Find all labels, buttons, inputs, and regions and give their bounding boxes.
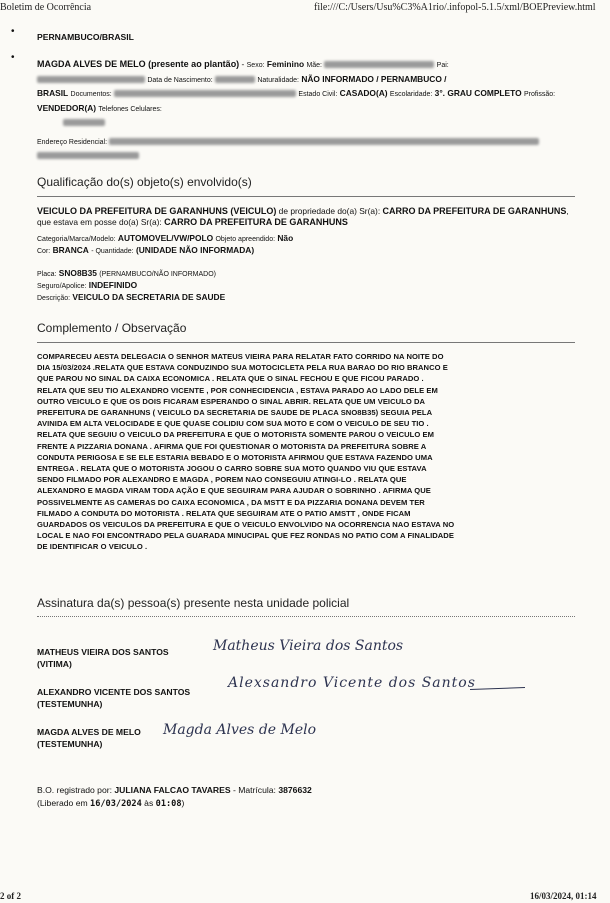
- section-divider: [37, 342, 575, 343]
- profession-label: Profissão:: [523, 91, 556, 98]
- documents-label: Documentos:: [70, 91, 112, 98]
- description-value: VEICULO DA SECRETARIA DE SAUDE: [72, 292, 226, 302]
- person-address: [37, 135, 577, 161]
- document-title: Boletim de Ocorrência: [0, 2, 92, 13]
- description-label: Descrição:: [37, 295, 71, 302]
- redacted-address: [109, 138, 539, 145]
- redacted-father: [37, 76, 145, 83]
- person-origin: PERNAMBUCO/BRASIL: [37, 32, 134, 42]
- education-value: 3°. GRAU COMPLETO: [434, 88, 522, 98]
- narrative: [37, 351, 577, 553]
- sex-label: Sexo:: [246, 62, 265, 69]
- page-number: 2 of 2: [0, 891, 21, 901]
- signature-handwriting: Matheus Vieira dos Santos: [213, 638, 404, 654]
- narrative-line: LOCAL E NAO FOI ENCONTRADO PELA GUARADA MINUCIPAL QUE FEZ RONDAS NO PATIO COM A FINALIDADE: [37, 531, 454, 541]
- possessor-value: CARRO DA PREFEITURA DE GARANHUNS: [164, 217, 348, 227]
- signer-name: MATHEUS VIEIRA DOS SANTOS: [37, 647, 169, 657]
- narrative-line: DE IDENTIFICAR O VEICULO .: [37, 542, 148, 552]
- released-date: 16/03/2024: [90, 799, 142, 809]
- redacted-mother: [324, 61, 434, 68]
- category-label: Categoria/Marca/Modelo:: [37, 236, 116, 243]
- released-prefix: (Liberado em: [37, 798, 88, 808]
- signer-name: ALEXANDRO VICENTE DOS SANTOS: [37, 687, 191, 697]
- released-at: [37, 797, 577, 811]
- redacted-birthdate: [215, 76, 255, 83]
- released-suffix: ): [181, 798, 185, 808]
- vehicle-title: VEICULO DA PREFEITURA DE GARANHUNS (VEICULO): [37, 206, 277, 216]
- signer-name: MAGDA ALVES DE MELO: [37, 727, 141, 737]
- narrative-line: PREFEITURA DE GARANHUNS ( VEICULO DA SECRETARIA DE SAUDE DE PLACA SNO8B35) SEGUIA PELA: [37, 408, 433, 418]
- father-label: Pai:: [436, 62, 449, 69]
- naturality-value: NÃO INFORMADO / PERNAMBUCO /: [301, 73, 447, 84]
- quantity-value: (UNIDADE NÃO INFORMADA): [135, 245, 255, 255]
- narrative-line: CONDUTA PERIGOSA E SE ELE ESTARIA BEBADO E O MOTORISTA AFIRMOU QUE ESTAVA FAZENDO UMA: [37, 452, 433, 462]
- vehicle-ownership: [37, 206, 577, 228]
- person-qualification: MAGDA ALVES DE MELO (presente ao plantão) - Sexo: Feminino Mãe: Pai: Data de Nascimento: Naturalidade: NÃO INFORMADO / PERNAMBUCO / BRASIL Documentos: Estado Civil: CASADO(A) Escolaridade: 3°. GRAU COMPLETO Profissão: VENDEDOR(A) Telefones Celulares:: [37, 58, 577, 129]
- civil-value: CASADO(A): [339, 88, 388, 98]
- profession-value: VENDEDOR(A): [37, 102, 97, 113]
- narrative-line: POSSIVELMENTE AS CAMERAS DO CAIXA ECONOMICA , DA MSTT E DA PIZZARIA DONANA DEVEM TER: [37, 497, 425, 507]
- signer-role: (TESTEMUNHA): [37, 739, 103, 749]
- narrative-line: COMPARECEU AESTA DELEGACIA O SENHOR MATEUS VIEIRA PARA RELATAR FATO CORRIDO NA NOITE DO: [37, 352, 444, 361]
- seized-value: Não: [277, 233, 294, 243]
- naturality-label: Naturalidade:: [257, 76, 299, 84]
- section-divider: [37, 616, 575, 617]
- signer-role: (VITIMA): [37, 659, 72, 669]
- registry-info: [37, 784, 577, 811]
- narrative-line: AVINIDA EM ALTA VELOCIDADE E QUE QUASE COLIDIU COM SUA MOTO E COM O VEICULO DE SEU TIO .: [37, 419, 429, 429]
- print-datetime: 16/03/2024, 01:14: [530, 891, 597, 901]
- released-time: 01:08: [155, 799, 182, 809]
- plate-label: Placa:: [37, 271, 57, 278]
- redacted-address-line2: [37, 152, 139, 159]
- plate-value: SNO8B35: [58, 268, 97, 278]
- registered-by: [37, 784, 577, 797]
- officer-name: JULIANA FALCAO TAVARES: [114, 785, 231, 795]
- matricula-label: - Matrícula:: [232, 785, 276, 795]
- narrative-line: QUE PAROU NO SINAL DA CAIXA ECONOMICA . RELATA QUE O SINAL FECHOU E QUE FICOU PARADO .: [37, 374, 424, 384]
- nationality-value: BRASIL: [37, 88, 69, 98]
- signature-handwriting: Magda Alves de Melo: [163, 722, 317, 738]
- mother-label: Mãe:: [306, 62, 322, 69]
- signatures-section-title: Assinatura da(s) pessoa(s) presente nesta unidade policial: [37, 596, 350, 610]
- bullet-icon: •: [11, 52, 15, 63]
- possession-prefix: , que estava em posse do(a) Sr(a):: [37, 206, 569, 227]
- registered-label: B.O. registrado por:: [37, 785, 112, 795]
- owner-value: CARRO DA PREFEITURA DE GARANHUNS: [382, 206, 567, 216]
- color-label: Cor:: [37, 248, 51, 255]
- vehicle-details: [37, 233, 577, 257]
- quantity-label: - Quantidade:: [91, 248, 134, 255]
- complement-section-title: Complemento / Observação: [37, 321, 187, 335]
- narrative-line: GUARDADOS OS VEICULOS DA PREFEITURA E QUE O VEICULO ENVOLVIDO NA OCORRENCIA NAO ESTAVA NO: [37, 520, 455, 530]
- plate-origin: (PERNAMBUCO/NÃO INFORMADO): [99, 271, 216, 278]
- file-url: file:///C:/Users/Usu%C3%A1rio/.infopol-5.1.5/xml/BOEPreview.html: [314, 2, 596, 13]
- phones-label: Telefones Celulares:: [98, 105, 162, 113]
- narrative-line: OUTRO VEICULO E QUE OS DOIS FICARAM ESPERANDO O SINAL ABRIR. RELATA QUE UM VEICULO DA: [37, 396, 426, 406]
- vehicle-plate-info: [37, 268, 577, 304]
- narrative-line: SENDO FILMADO POR ALEXANDRO E MAGDA , POREM NAO CONSEGUIU ATINGI-LO . RELATA QUE: [37, 475, 407, 485]
- bullet-icon: •: [11, 26, 15, 37]
- seized-label: Objeto apreendido:: [215, 236, 276, 243]
- redacted-documents: [114, 90, 296, 97]
- civil-label: Estado Civil:: [298, 91, 338, 98]
- narrative-line: ENTREGA . RELATA QUE O MOTORISTA JOGOU O CARRO SOBRE SUA MOTO QUANDO VIU QUE ESTAVA: [37, 464, 427, 474]
- category-value: AUTOMOVEL/VW/POLO: [117, 233, 214, 243]
- narrative-line: ALEXANDRO E MAGDA VIRAM TODA AÇÃO E QUE SEGUIRAM PARA AJUDAR O SOBRINHO . AFIRMA QUE: [37, 486, 431, 496]
- birth-label: Data de Nascimento:: [147, 76, 213, 84]
- person-name: MAGDA ALVES DE MELO (presente ao plantão): [37, 59, 240, 69]
- objects-section-title: Qualificação do(s) objeto(s) envolvido(s): [37, 175, 252, 189]
- section-divider: [37, 196, 575, 197]
- narrative-line: FILMADO A CONDUTA DO MOTORISTA . RELATA QUE SEGUIRAM ATE O PATIO AMSTT , ONDE FICAM: [37, 508, 411, 518]
- education-label: Escolaridade:: [389, 91, 433, 98]
- redacted-phone: [63, 119, 105, 126]
- narrative-line: RELATA QUE SEGUIU O VEICULO DA PREFEITURA E QUE O MOTORISTA SOMENTE PAROU O VEICULO EM: [37, 430, 434, 440]
- narrative-line: FRENTE A PIZZARIA DONANA . AFIRMA QUE FOI QUESTIONAR O MOTORISTA DA PREFEITURA SOBRE A: [37, 441, 427, 451]
- matricula-value: 3876632: [278, 785, 312, 795]
- released-mid: às: [144, 798, 154, 808]
- color-value: BRANCA: [52, 245, 89, 255]
- narrative-line: DIA 15/03/2024 .RELATA QUE ESTAVA CONDUZINDO SUA MOTOCICLETA PELA RUA BARAO DO RIO BRANCO E: [37, 363, 448, 373]
- sex-value: Feminino: [266, 59, 305, 69]
- insurance-value: INDEFINIDO: [88, 280, 138, 290]
- narrative-line: RELATA QUE SEU TIO ALEXANDRO VICENTE , POR CONHECIDENCIA , ESTAVA PARADO AO LADO DELE EM: [37, 385, 438, 395]
- address-label: Endereço Residencial:: [37, 139, 108, 146]
- signature-handwriting: Alexsandro Vicente dos Santos: [228, 675, 476, 691]
- signer-role: (TESTEMUNHA): [37, 699, 103, 709]
- owner-prefix: de propriedade do(a) Sr(a):: [278, 206, 381, 216]
- insurance-label: Seguro/Apolice:: [37, 283, 87, 290]
